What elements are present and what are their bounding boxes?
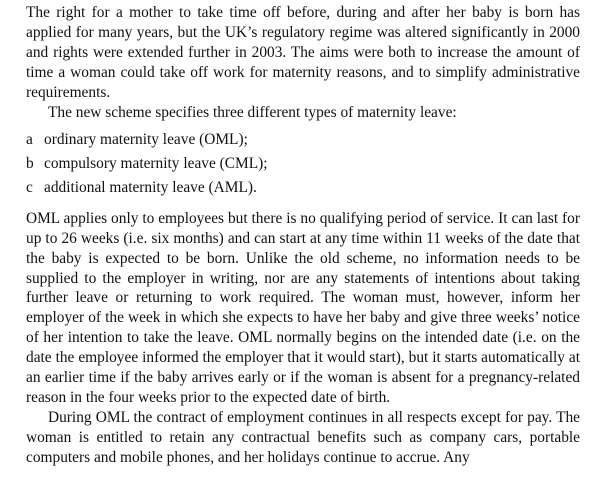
list-item-text: additional maternity leave (AML). [44, 179, 257, 197]
during-oml-paragraph: During OML the contract of employment continues in all respects except for pay. The woman is entitled to retain any contractual benefits such as company cars, portable computers and mobile phones, and her holidays continue to accrue. Any [26, 408, 580, 466]
scheme-paragraph: The new scheme specifies three different types of maternity leave: [48, 103, 457, 121]
intro-paragraph: The right for a mother to take time off before, during and after her baby is born has applied for many years, but the UK’s regulatory regime was altered significantly in 2000 and rights were extended further in 2003. The aims were both to increase the amount of time a woman could take off work for maternity reasons, and to simplify administrative requirements. [26, 4, 580, 101]
list-item [26, 128, 580, 152]
oml-paragraph: OML applies only to employees but there is no qualifying period of service. It can last for up to 26 weeks (i.e. six months) and can start at any time within 11 weeks of the date that the baby is expected to be born. Unlike the old scheme, no information needs to be supplied to the employer in writing, nor are any statements of intentions about taking further leave or returning to work required. The woman must, however, inform her employer of the week in which she expects to have her baby and give three weeks’ notice of her intention to take the leave. OML normally begins on the intended date (i.e. on the date the employee informed the employer that it would start), but it starts automatically at an earlier time if the baby arrives early or if the woman is absent for a pregnancy-related reason in the four weeks prior to the expected date of birth. [26, 209, 580, 406]
list-marker: b [26, 155, 34, 173]
list-marker: c [26, 179, 33, 197]
list-item-text: ordinary maternity leave (OML); [44, 131, 248, 149]
maternity-leave-list [26, 128, 580, 199]
list-item [26, 176, 580, 200]
list-marker: a [26, 131, 33, 149]
list-item-text: compulsory maternity leave (CML); [44, 155, 268, 173]
list-item [26, 152, 580, 176]
